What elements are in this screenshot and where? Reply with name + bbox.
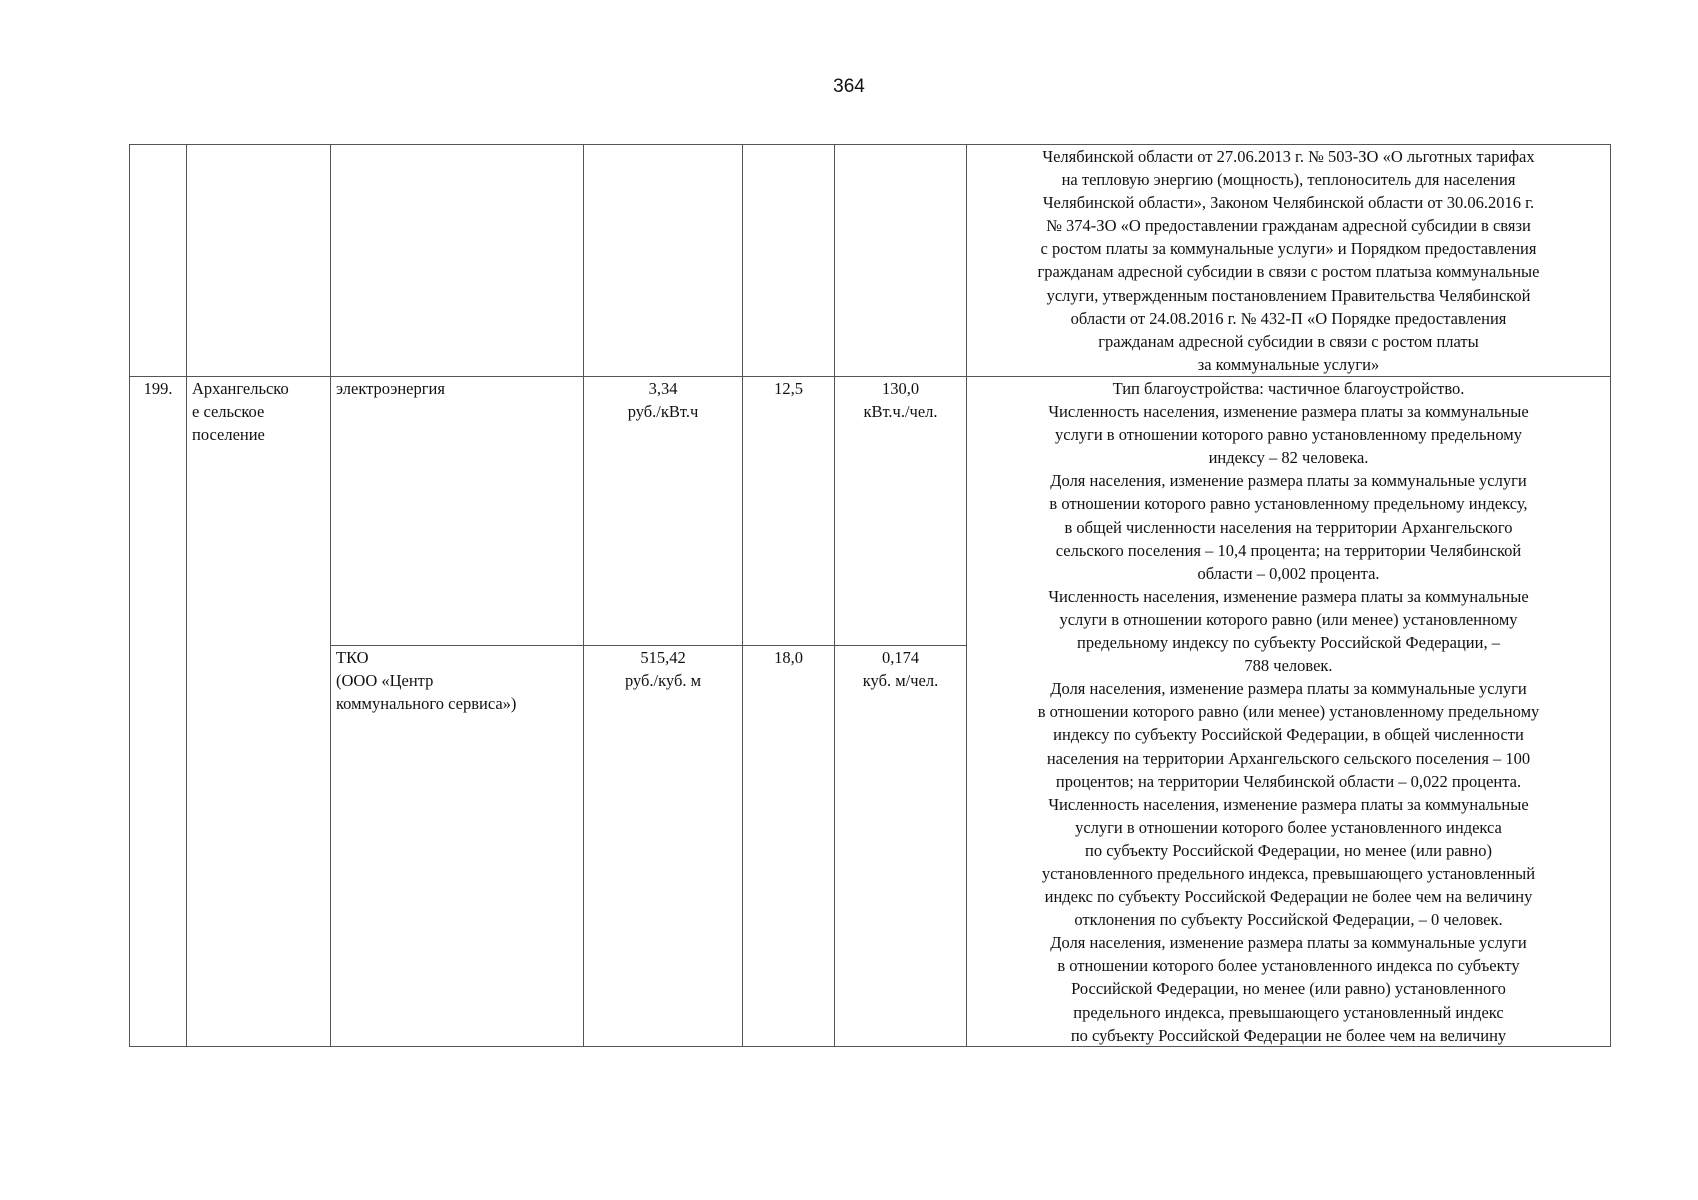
tariff-table bbox=[129, 144, 1611, 1047]
description-cell bbox=[967, 377, 1611, 1047]
service-growth: 18,0 bbox=[743, 646, 835, 1047]
cont-tariff-cell bbox=[584, 145, 743, 377]
cont-number-cell bbox=[130, 145, 187, 377]
cont-service-cell bbox=[331, 145, 584, 377]
cont-municipality-cell bbox=[187, 145, 331, 377]
cont-growth-cell bbox=[743, 145, 835, 377]
description-text: Тип благоустройства: частичное благоустройство. Численность населения, изменение размера платы за коммунальные услуги в отношении которого равно установленному предельному индексу – 82 человека. Доля населения, изменение размера платы за коммунальные услуги в отношении которого равно установленному предельному индексу, в общей численности населения на территории Архангельского сельского поселения – 10,4 процента; на территории Челябинской области – 0,002 процента. Численность населения, изменение размера платы за коммунальные услуги в отношении которого равно (или менее) установленному предельному индексу по субъекту Российской Федерации, – 788 человек. Доля населения, изменение размера платы за коммунальные услуги в отношении которого равно (или менее) установленному предельному индексу по субъекту Российской Федерации, в общей численности населения на территории Архангельского сельского поселения – 100 процентов; на территории Челябинской области – 0,022 процента. Численность населения, изменение размера платы за коммунальные услуги в отношении которого более установленного индекса по субъекту Российской Федерации, но менее (или равно) установленного предельного индекса, превышающего установленный индекс по субъекту Российской Федерации не более чем на величину отклонения по субъекту Российской Федерации, – 0 человек. Доля населения, изменение размера платы за коммунальные услуги в отношении которого более установленного индекса по субъекту Российской Федерации, но менее (или равно) установленного предельного индекса, превышающего установленный индекс по субъекту Российской Федерации не более чем на величину bbox=[1037, 379, 1540, 1045]
service-growth: 12,5 bbox=[743, 377, 835, 646]
cont-description-cell bbox=[967, 145, 1611, 377]
row-199-service-1 bbox=[130, 377, 1611, 646]
municipality-name: Архангельско е сельское поселение bbox=[187, 377, 331, 1047]
cont-volume-cell bbox=[835, 145, 967, 377]
service-name: электроэнергия bbox=[331, 377, 584, 646]
service-volume: 130,0 кВт.ч./чел. bbox=[835, 377, 967, 646]
page-number: 364 bbox=[833, 76, 865, 97]
service-tariff: 515,42 руб./куб. м bbox=[584, 646, 743, 1047]
row-number: 199. bbox=[130, 377, 187, 1047]
service-volume: 0,174 куб. м/чел. bbox=[835, 646, 967, 1047]
continuation-row bbox=[130, 145, 1611, 377]
service-tariff: 3,34 руб./кВт.ч bbox=[584, 377, 743, 646]
cont-description-text: Челябинской области от 27.06.2013 г. № 503-ЗО «О льготных тарифах на тепловую энергию (мощность), теплоноситель для населения Челябинской области», Законом Челябинской области от 30.06.2016 г. № 374-ЗО «О предоставлении гражданам адресной субсидии в связи с ростом платы за коммунальные услуги» и Порядком предоставления гражданам адресной субсидии в связи с ростом платыза коммунальные услуги, утвержденным постановлением Правительства Челябинской области от 24.08.2016 г. № 432-П «О Порядке предоставления гражданам адресной субсидии в связи с ростом платы за коммунальные услуги» bbox=[1037, 147, 1540, 374]
service-name: ТКО (ООО «Центр коммунального сервиса») bbox=[331, 646, 584, 1047]
